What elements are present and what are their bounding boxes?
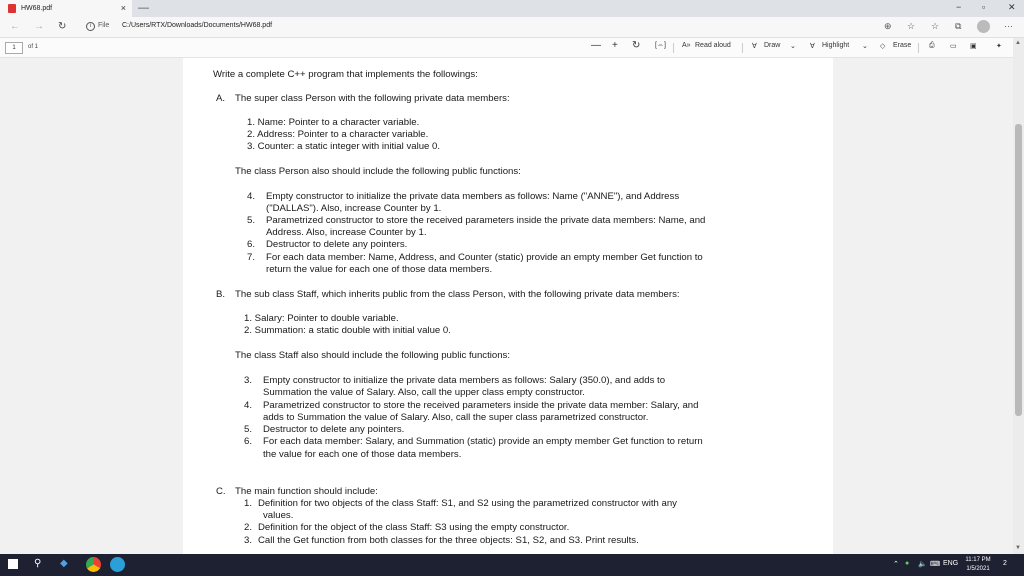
close-window-button[interactable]: ✕ <box>1008 2 1016 12</box>
list-number: 4. <box>247 191 256 202</box>
read-aloud-icon[interactable]: A» <box>682 42 691 49</box>
list-item: Empty constructor to initialize the private data members as follows: Salary (350.0), and adds to <box>263 375 666 386</box>
list-item: For each data member: Salary, and Summation (static) provide an empty member Get function to return <box>263 436 703 447</box>
document-viewer <box>0 58 1013 554</box>
list-item: Address. Also, increase Counter by 1. <box>266 227 427 238</box>
draw-button[interactable]: Draw <box>764 42 781 49</box>
list-item: values. <box>263 510 294 521</box>
collections-icon[interactable]: ⧉ <box>955 21 962 31</box>
pin-icon[interactable]: ✦ <box>996 43 1002 50</box>
new-tab-button[interactable]: — <box>138 2 149 14</box>
forward-icon[interactable]: → <box>34 21 44 32</box>
url-input[interactable]: C:/Users/RTX/Downloads/Documents/HW68.pdf <box>122 22 273 29</box>
scrollbar-thumb[interactable] <box>1015 124 1022 416</box>
list-item: 2. Address: Pointer to a character variable. <box>247 129 429 140</box>
refresh-icon[interactable]: ↻ <box>58 21 67 32</box>
erase-icon[interactable]: ◇ <box>880 43 886 50</box>
profile-avatar[interactable] <box>977 20 990 33</box>
list-item: Summation the value of Salary. Also, call the upper class empty constructor. <box>263 387 585 398</box>
favorite-star-icon[interactable]: ☆ <box>907 21 916 31</box>
toolbar-divider <box>918 43 919 53</box>
minimize-button[interactable]: − <box>956 2 962 12</box>
toolbar-divider <box>673 43 674 53</box>
list-number: 1. <box>244 498 253 509</box>
save-as-icon[interactable]: ▣ <box>970 43 977 50</box>
chrome-icon[interactable] <box>86 557 101 572</box>
url-scheme: File <box>98 22 110 29</box>
section-heading: The main function should include: <box>235 486 378 497</box>
chevron-up-icon[interactable]: ⌃ <box>893 561 899 568</box>
draw-icon[interactable]: ∀ <box>752 43 757 50</box>
list-number: 3. <box>244 375 253 386</box>
highlight-icon[interactable]: ∀ <box>810 43 815 50</box>
search-icon[interactable]: ⚲ <box>34 558 42 569</box>
rotate-icon[interactable]: ↻ <box>632 40 641 51</box>
list-item: Call the Get function from both classes for the three objects: S1, S2, and S3. Print results. <box>258 535 639 546</box>
app-icon[interactable]: ◆ <box>60 558 68 569</box>
address-bar <box>0 17 1024 38</box>
read-aloud-button[interactable]: Read aloud <box>695 42 731 49</box>
scroll-down-icon[interactable]: ▼ <box>1015 545 1021 551</box>
list-item: Destructor to delete any pointers. <box>263 424 405 435</box>
list-item: adds to Summation the value of Salary. Also, call the super class parametrized constructor. <box>263 412 649 423</box>
section-heading: The sub class Staff, which inherits public from the class Person, with the following private data members: <box>235 289 680 300</box>
network-status-icon[interactable]: ● <box>905 560 910 567</box>
list-number: 3. <box>244 535 253 546</box>
tab-strip <box>0 0 1024 17</box>
list-item: 2. Summation: a static double with initial value 0. <box>244 325 451 336</box>
intro-text: Write a complete C++ program that implements the followings: <box>213 69 478 80</box>
list-item: Definition for the object of the class Staff: S3 using the empty constructor. <box>258 522 570 533</box>
list-item: Empty constructor to initialize the private data members as follows: Name ("ANNE"), and Address <box>266 191 680 202</box>
zoom-out-button[interactable]: — <box>591 40 601 51</box>
close-tab-icon[interactable]: × <box>120 3 126 13</box>
keyboard-icon[interactable]: ⌨ <box>930 561 941 568</box>
more-icon[interactable]: ··· <box>1004 21 1013 31</box>
info-icon[interactable]: i <box>86 22 95 31</box>
list-item: the value for each one of those data members. <box>263 449 462 460</box>
clock-date: 1/5/2021 <box>966 566 990 572</box>
chevron-down-icon[interactable]: ⌄ <box>790 43 796 50</box>
taskbar <box>0 554 1024 576</box>
section-subheading: The class Staff also should include the following public functions: <box>235 350 511 361</box>
tab-title: HW68.pdf <box>21 5 53 12</box>
restore-button[interactable]: ▫ <box>982 2 986 12</box>
scroll-up-icon[interactable]: ▲ <box>1015 40 1021 46</box>
list-number: 5. <box>244 424 253 435</box>
pdf-toolbar <box>0 38 1024 58</box>
section-subheading: The class Person also should include the following public functions: <box>235 166 521 177</box>
pdf-file-icon <box>8 4 16 13</box>
zoom-icon[interactable]: ⊕ <box>884 21 892 31</box>
clock[interactable] <box>958 556 998 574</box>
list-number: 6. <box>247 239 256 250</box>
tab-hw68[interactable] <box>0 0 132 17</box>
highlight-button[interactable]: Highlight <box>822 42 850 49</box>
zoom-in-button[interactable]: + <box>612 40 618 51</box>
favorites-icon[interactable]: ☆ <box>931 21 940 31</box>
section-marker: A. <box>216 93 226 104</box>
pdf-page <box>183 58 833 554</box>
fit-page-icon[interactable]: [⇔] <box>655 42 666 49</box>
clock-time: 11:17 PM <box>965 557 991 563</box>
list-item: Destructor to delete any pointers. <box>266 239 408 250</box>
list-number: 2. <box>244 522 253 533</box>
list-item: 3. Counter: a static integer with initial value 0. <box>247 141 441 152</box>
list-item: Definition for two objects of the class Staff: S1, and S2 using the parametrized constructor with any <box>258 498 677 509</box>
list-number: 6. <box>244 436 253 447</box>
list-item: ("DALLAS"). Also, increase Counter by 1. <box>266 203 442 214</box>
list-number: 7. <box>247 252 256 263</box>
save-icon[interactable]: ▭ <box>950 43 957 50</box>
page-total: of 1 <box>28 44 39 50</box>
section-marker: B. <box>216 289 226 300</box>
chevron-down-icon[interactable]: ⌄ <box>862 43 868 50</box>
section-marker: C. <box>216 486 226 497</box>
list-number: 5. <box>247 215 256 226</box>
section-heading: The super class Person with the following private data members: <box>235 93 510 104</box>
back-icon[interactable]: ← <box>10 21 20 32</box>
list-item: return the value for each one of those data members. <box>266 264 493 275</box>
windows-start-icon[interactable] <box>8 559 18 569</box>
toolbar-divider <box>742 43 743 53</box>
edge-icon[interactable] <box>110 557 125 572</box>
list-item: For each data member: Name, Address, and Counter (static) provide an empty member Get function to <box>266 252 703 263</box>
volume-icon[interactable]: 🔈 <box>918 561 927 568</box>
notifications-icon[interactable]: 2 <box>1003 560 1007 567</box>
page-number-input[interactable]: 1 <box>5 42 23 54</box>
print-icon[interactable]: ⎙ <box>929 42 935 49</box>
language-indicator[interactable]: ENG <box>943 560 959 567</box>
list-item: Parametrized constructor to store the received parameters inside the private data member: Salary, and <box>263 400 699 411</box>
list-number: 4. <box>244 400 253 411</box>
erase-button[interactable]: Erase <box>893 42 912 49</box>
list-item: Parametrized constructor to store the received parameters inside the private data members: Name, and <box>266 215 706 226</box>
list-item: 1. Name: Pointer to a character variable. <box>247 117 420 128</box>
list-item: 1. Salary: Pointer to double variable. <box>244 313 399 324</box>
